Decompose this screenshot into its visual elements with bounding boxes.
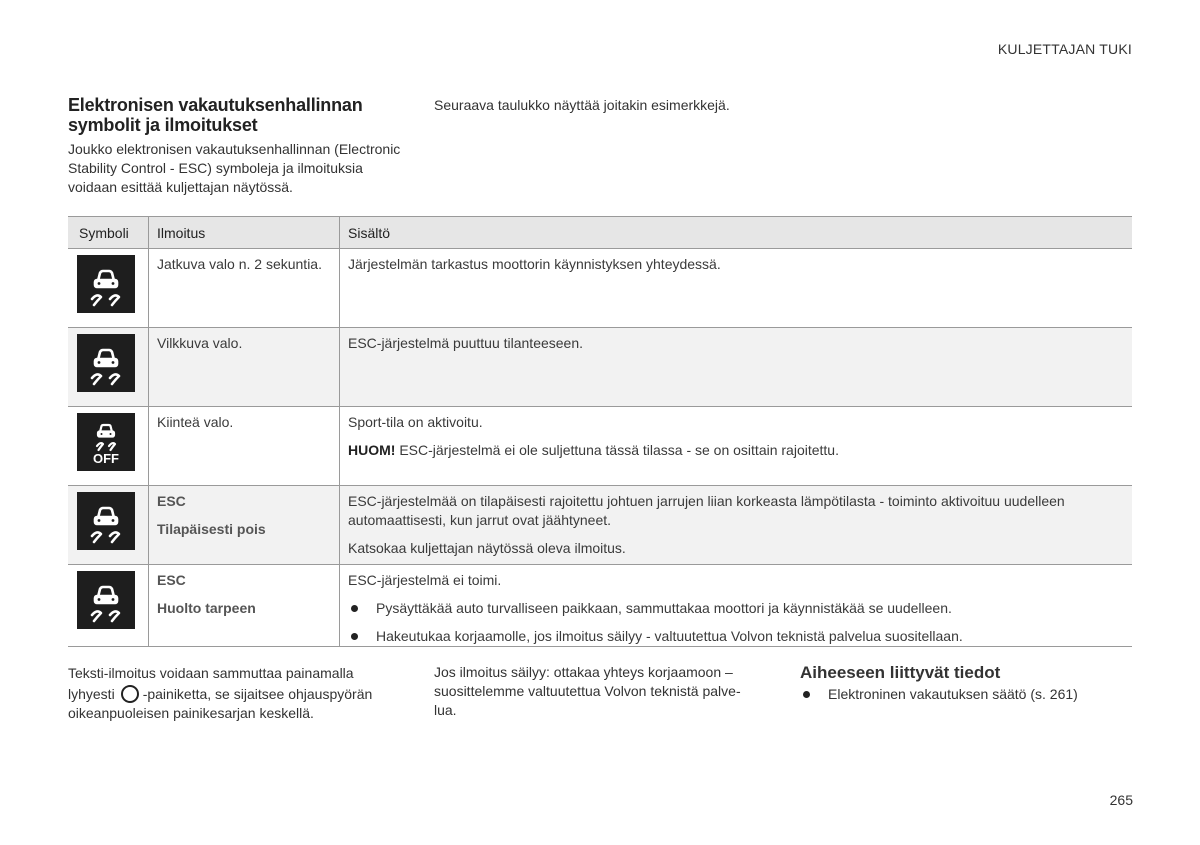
instruction-list [348, 599, 1124, 646]
message-cell: Vilkkuva valo. [149, 328, 340, 407]
content-cell [340, 407, 1133, 486]
esc-skid-icon [77, 334, 135, 392]
off-label: OFF [93, 451, 119, 466]
section-intro: Joukko elektronisen vakautuksenhallinnan (Electronic Stability Control - ESC) symboleja ja ilmoituksia voidaan esittää kuljettajan näytössä. [68, 141, 401, 195]
footer-text: -painiketta, se sijaitsee ohjauspyörän [142, 686, 373, 702]
related-title: Aiheeseen liittyvät tiedot [800, 663, 1001, 682]
message-subtitle: Huolto tarpeen [157, 600, 256, 616]
message-title: ESC [157, 572, 186, 588]
content-cell [340, 565, 1133, 647]
list-item: Hakeutukaa korjaamolle, jos ilmoitus säilyy - valtuutettua Volvon teknistä palvelua suositellaan. [348, 627, 1124, 646]
esc-skid-icon [77, 492, 135, 550]
message-cell: Kiinteä valo. [149, 407, 340, 486]
table-intro: Seuraava taulukko näyttää joitakin esimerkkejä. [434, 97, 730, 113]
header-symbol: Symboli [68, 217, 149, 249]
list-item: Pysäyttäkää auto turvalliseen paikkaan, sammuttakaa moottori ja käynnistäkää se uudelleen. [348, 599, 1124, 618]
symbol-cell [68, 565, 149, 647]
related-link[interactable]: Elektroninen vakautuksen säätö (s. 261) [800, 685, 1078, 704]
table-row [68, 486, 1132, 565]
circle-button-icon [121, 685, 139, 703]
symbol-cell [68, 407, 149, 486]
content-text: ESC-järjestelmää on tilapäisesti rajoitettu johtuen jarrujen liian korkeasta lämpötilasta - toiminto aktivoituu uudelleen automaattisesti, kun jarrut ovat jäähtyneet. [348, 493, 1065, 528]
esc-symbols-table [68, 216, 1132, 647]
content-cell [340, 486, 1133, 565]
message-cell [149, 486, 340, 565]
table-row [68, 407, 1132, 486]
related-list [800, 685, 1078, 704]
footer-text: lyhyesti [68, 686, 115, 702]
message-subtitle: Tilapäisesti pois [157, 521, 266, 537]
header-section-label: KULJETTAJAN TUKI [997, 41, 1132, 57]
note-label: HUOM! [348, 442, 396, 458]
message-cell [149, 565, 340, 647]
esc-skid-icon [77, 571, 135, 629]
esc-skid-icon [77, 255, 135, 313]
message-title: ESC [157, 493, 186, 509]
footer-note-2 [434, 663, 774, 720]
content-text: Sport-tila on aktivoitu. [348, 414, 483, 430]
footer-note-line: Teksti-ilmoitus voidaan sammuttaa painamalla [68, 665, 354, 681]
footer-note-line: oikeanpuoleisen painikesarjan keskellä. [68, 705, 314, 721]
footer-note-line [68, 684, 413, 705]
symbol-cell [68, 249, 149, 328]
footer-note-line: lua. [434, 702, 457, 718]
content-text-2: Katsokaa kuljettajan näytössä oleva ilmoitus. [348, 540, 626, 556]
table-row [68, 249, 1132, 328]
table-row [68, 565, 1132, 647]
content-cell: Järjestelmän tarkastus moottorin käynnistyksen yhteydessä. [340, 249, 1133, 328]
table-row [68, 328, 1132, 407]
symbol-cell [68, 328, 149, 407]
header-content: Sisältö [340, 217, 1133, 249]
footer-note-1 [68, 663, 413, 722]
content-cell: ESC-järjestelmä puuttuu tilanteeseen. [340, 328, 1133, 407]
esc-off-icon [77, 413, 135, 471]
header-message: Ilmoitus [149, 217, 340, 249]
footer-note-line: Jos ilmoitus säilyy: ottakaa yhteys korjaamoon – [434, 664, 733, 680]
section-title: Elektronisen vakautuksenhallinnan symbolit ja ilmoitukset [68, 95, 363, 135]
footer-note-line: suosittelemme valtuutettua Volvon teknistä palve- [434, 683, 741, 699]
note-text: ESC-järjestelmä ei ole suljettuna tässä tilassa - se on osittain rajoitettu. [399, 442, 839, 458]
content-note [348, 441, 1124, 460]
table-header-row [68, 217, 1132, 249]
symbol-cell [68, 486, 149, 565]
page-number: 265 [1109, 792, 1133, 808]
message-cell: Jatkuva valo n. 2 sekuntia. [149, 249, 340, 328]
content-text: ESC-järjestelmä ei toimi. [348, 572, 502, 588]
